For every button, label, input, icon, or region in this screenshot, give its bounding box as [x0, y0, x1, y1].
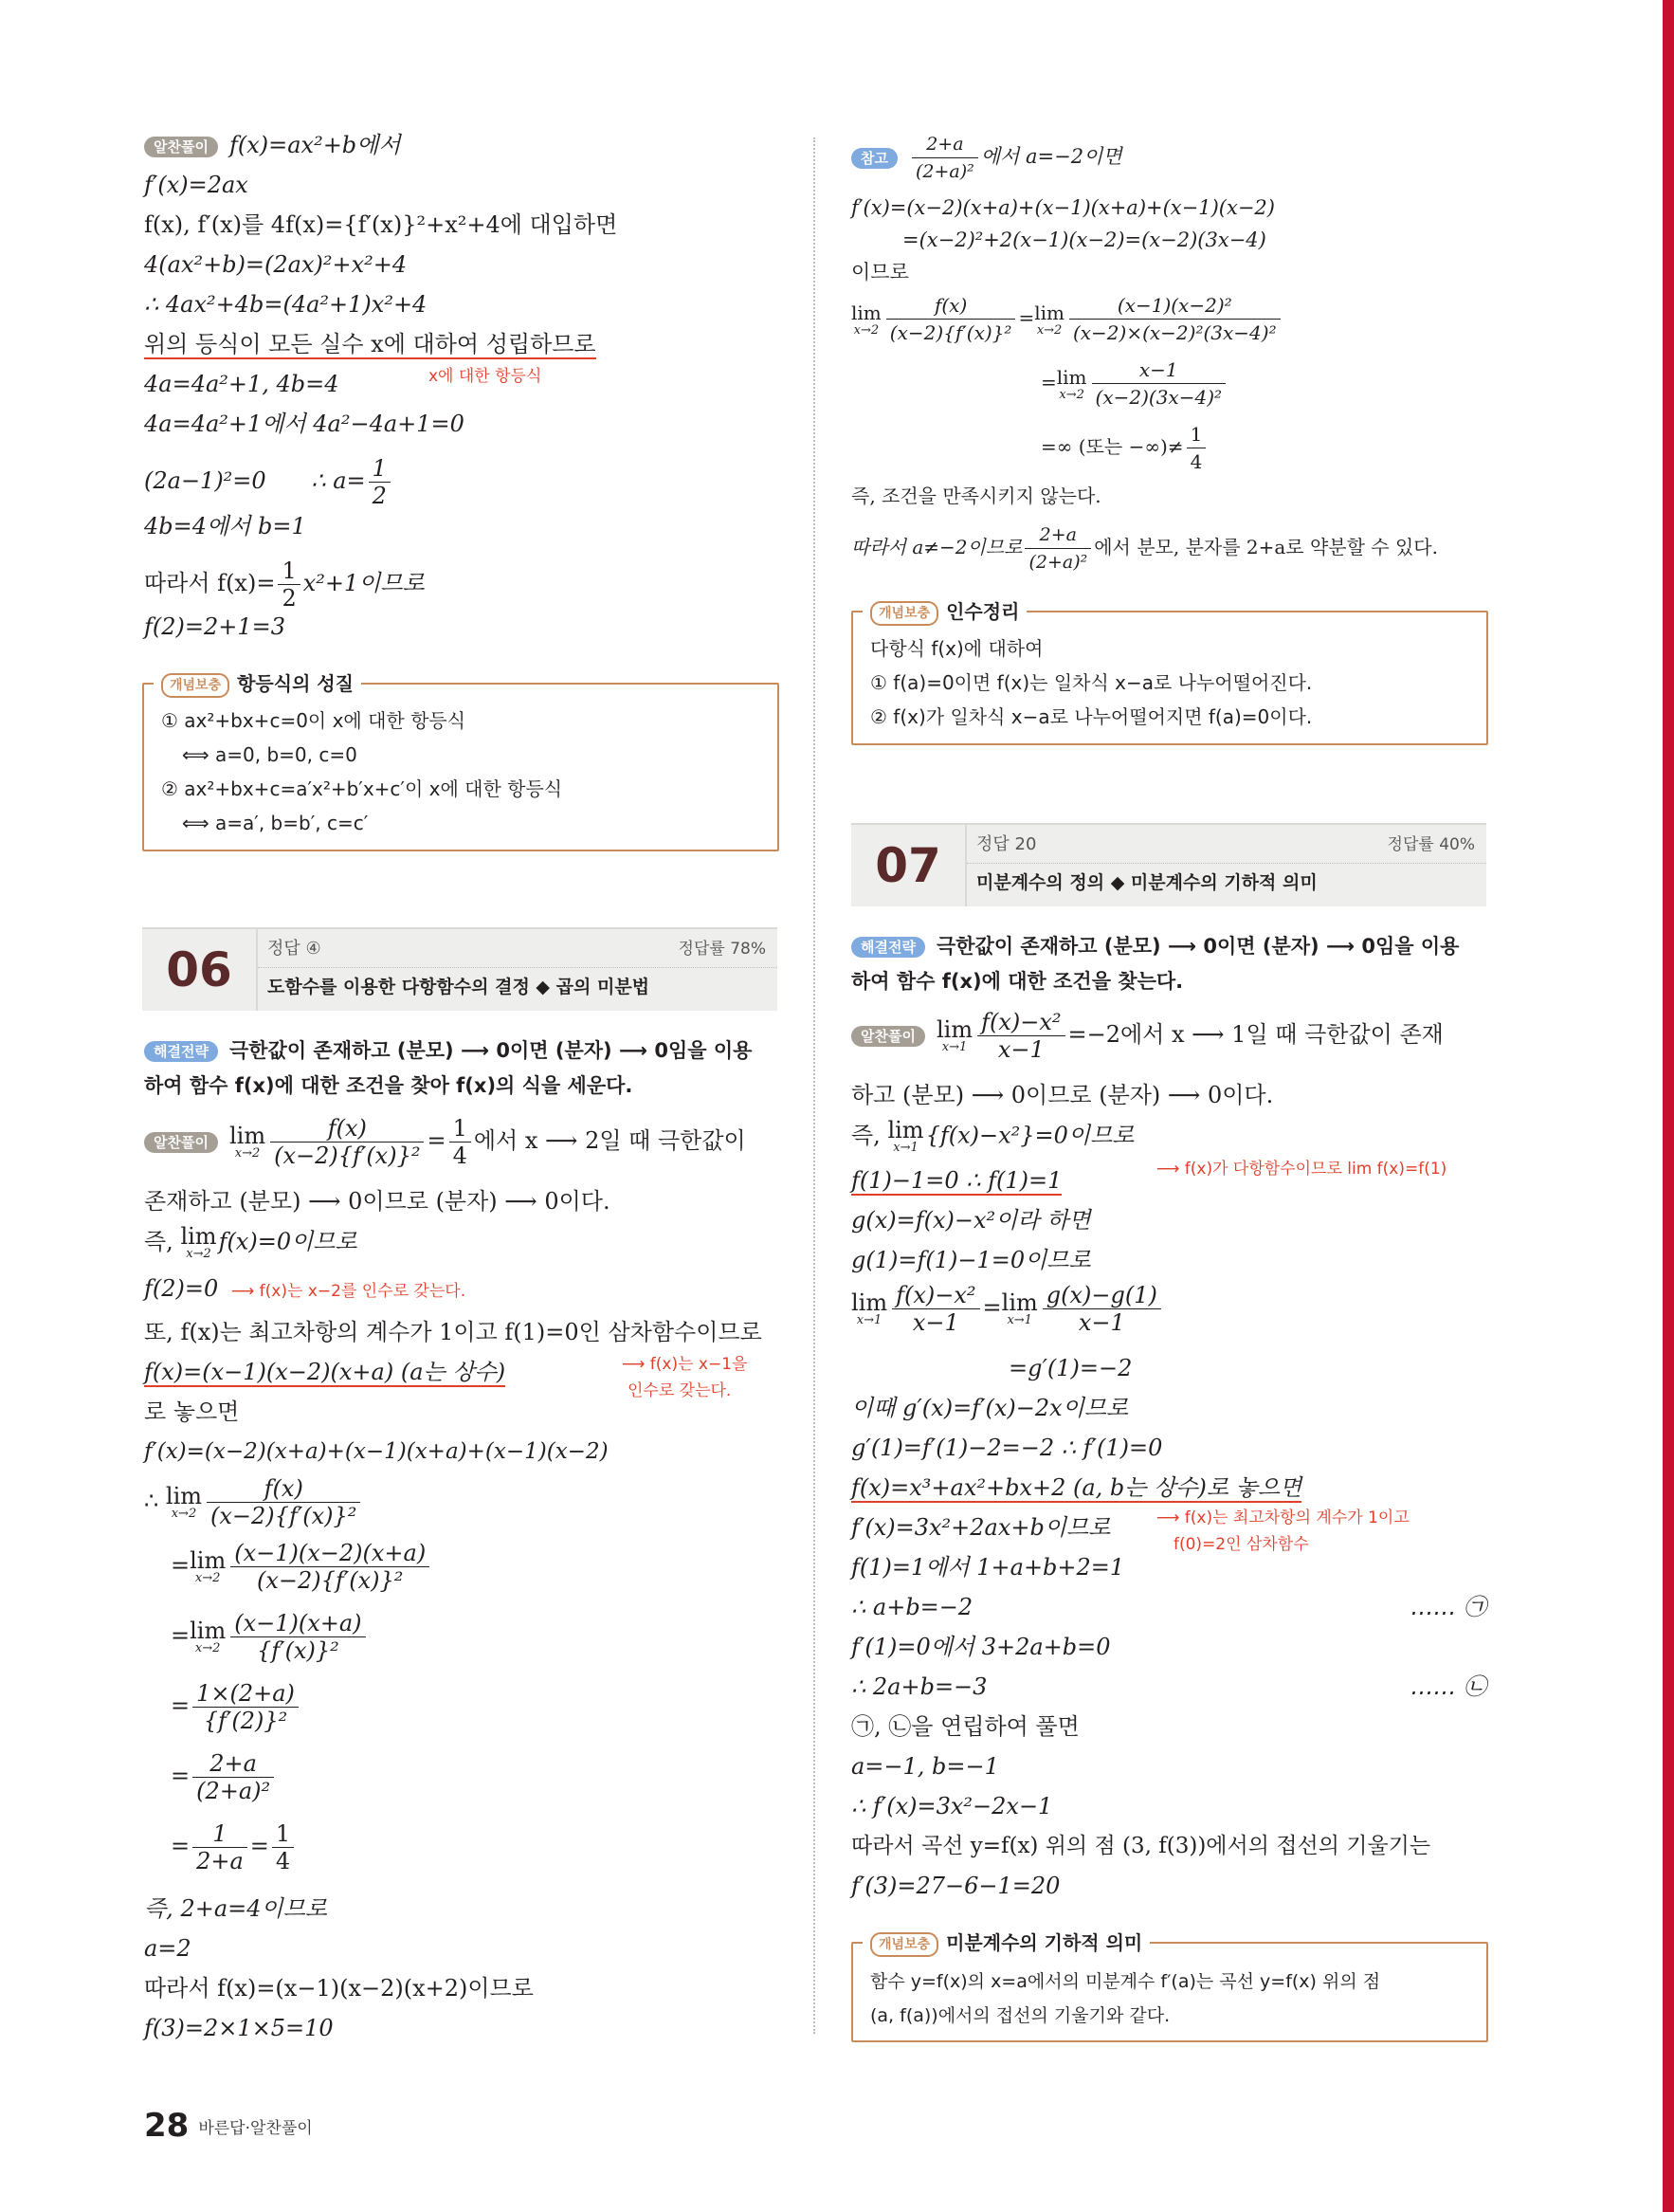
- question-number: 06: [166, 942, 232, 997]
- solution-line: f′(3)=27−6−1=20: [851, 1873, 1061, 1899]
- column-divider: [813, 137, 815, 2034]
- solution-line: f(1)−1=0 ∴ f(1)=1: [851, 1167, 1063, 1194]
- reference-limit: =lim x→2 $\frac{x-1}{\text{(x−2)(3x−4)²}}$: [1041, 356, 1228, 411]
- solution-line: g(1)=f(1)−1=0이므로: [851, 1247, 1091, 1273]
- question-header-07: [851, 823, 1486, 906]
- solution-line: g′(1)=f′(1)−2=−2 ∴ f′(1)=0: [851, 1435, 1163, 1461]
- fraction: $\frac{1\times(2+a)}{\text{\{f′(2)\}²}}$: [192, 1680, 299, 1734]
- margin-note: ⟶ f(x)는 x−1을: [622, 1355, 748, 1374]
- solution-line: f′(x)=2ax: [144, 172, 248, 198]
- concept-line: 함수 y=f(x)의 x=a에서의 미분계수 f′(a)는 곡선 y=f(x) 위의 점: [870, 1971, 1381, 1992]
- solution-line: a=2: [144, 1935, 191, 1962]
- fraction: $\frac{1}{2+a}$: [192, 1820, 247, 1874]
- concept-line: 다항식 f(x)에 대하여: [870, 637, 1044, 660]
- solution-line: 또, f(x)는 최고차항의 계수가 1이고 f(1)=0인 삼차함수이므로: [144, 1319, 762, 1345]
- strategy-badge: 해결전략: [851, 937, 925, 958]
- fraction: $\frac{x-1}{\text{(x−2)(3x−4)²}}$: [1092, 356, 1226, 411]
- question-topic: 미분계수의 정의 ◆ 미분계수의 기하적 의미: [976, 872, 1318, 893]
- concept-box-title: 개념보충 인수정리: [863, 597, 1027, 626]
- solution-line: f(x)=x³+ax²+bx+2 (a, b는 상수)로 놓으면: [851, 1474, 1302, 1501]
- concept-line: ⟺ a=0, b=0, c=0: [182, 743, 357, 766]
- fraction: $\frac{2+a}{\text{(2+a)²}}$: [1025, 521, 1091, 576]
- limit-step: = $\frac{1}{2+a}$ = $\frac{1}{4}$: [171, 1820, 297, 1874]
- concept-box-title: 개념보충 미분계수의 기하적 의미: [863, 1929, 1150, 1957]
- concept-line: ② ax²+bx+c=a′x²+b′x+c′이 x에 대한 항등식: [161, 777, 563, 800]
- fraction: $\frac{f(x)}{\text{(x−2)\{f′(x)\}²}}$: [270, 1115, 424, 1169]
- fraction: $\frac{f(x)}{\text{(x−2)\{f′(x)\}²}}$: [207, 1475, 360, 1529]
- margin-note: ⟶ f(x)가 다항함수이므로 lim f(x)=f(1): [1156, 1160, 1447, 1179]
- fraction: $\frac{1}{4}$: [449, 1115, 471, 1169]
- solution-line: 로 놓으면: [144, 1398, 240, 1425]
- solution-badge: 알찬풀이: [144, 137, 218, 157]
- reference-line: 참고 $\frac{2+a}{\text{(2+a)²}}$ 에서 a=−2이면: [851, 131, 1122, 185]
- question-topic: 도함수를 이용한 다항함수의 결정 ◆ 곱의 미분법: [267, 977, 650, 997]
- limit-step: = $\frac{1\times(2+a)}{\text{\{f′(2)\}²}}$: [171, 1680, 301, 1734]
- solution-start: 알찬풀이 f(x)=ax²+b에서: [144, 131, 401, 159]
- concept-line: (a, f(a))에서의 접선의 기울기와 같다.: [870, 2005, 1171, 2026]
- solution-line: 4a=4a²+1, 4b=4: [144, 371, 339, 397]
- fraction: $\frac{1}{4}$: [272, 1820, 294, 1874]
- solution-line: (2a−1)²=0 ∴ a= $\frac{1}{2}$: [144, 455, 393, 509]
- margin-note: 인수로 갖는다.: [628, 1381, 732, 1400]
- concept-box-identity: [142, 672, 779, 851]
- page-footer: [144, 2107, 313, 2145]
- reference-line: 이므로: [851, 261, 909, 283]
- solution-line: 즉, 2+a=4이므로: [144, 1895, 328, 1922]
- solution-line: 따라서 f(x)=(x−1)(x−2)(x+2)이므로: [144, 1975, 534, 2002]
- reference-line: 즉, 조건을 만족시키지 않는다.: [851, 484, 1101, 507]
- correct-rate: 정답률 40%: [1387, 835, 1475, 854]
- margin-note: ⟶ f(x)는 최고차항의 계수가 1이고: [1156, 1508, 1410, 1527]
- fraction: $\frac{1}{2}$: [369, 455, 391, 509]
- concept-box-factor-theorem: [851, 600, 1488, 745]
- solution-line: 알찬풀이 lim x→2 $\frac{f(x)}{\text{(x−2)\{f′(x)\}²}}$ = $\frac{1}{4}$ 에서 x ⟶ 2일 때 극한값이: [144, 1115, 746, 1181]
- reference-limit: lim x→2 $\frac{f(x)}{\text{(x−2)\{f′(x)\}²}}$ =lim x→2 $\frac{\text{(x−1)(x−2)²}}{\text{(x−2)×(x−2)²(3x−4)²}}$: [851, 292, 1283, 346]
- solution-line: ∴ 2a+b=−3 …… ㉡: [851, 1673, 1486, 1700]
- solution-line: 4a=4a²+1에서 4a²−4a+1=0: [144, 411, 464, 437]
- solution-line: f(3)=2×1×5=10: [144, 2015, 334, 2041]
- solution-line: ∴ a+b=−2 …… ㉠: [851, 1594, 1486, 1620]
- reference-line: f′(x)=(x−2)(x+a)+(x−1)(x+a)+(x−1)(x−2): [851, 196, 1275, 219]
- reference-line: =(x−2)²+2(x−1)(x−2)=(x−2)(3x−4): [902, 229, 1266, 251]
- solution-line: 4b=4에서 b=1: [144, 513, 306, 539]
- limit-step: =lim x→2 $\frac{(x-1)(x-2)(x+a)}{\text{(x−2)\{f′(x)\}²}}$: [171, 1540, 432, 1594]
- solution-line: 존재하고 (분모) ⟶ 0이므로 (분자) ⟶ 0이다.: [144, 1188, 610, 1215]
- answer-label: 정답 ④: [267, 939, 321, 959]
- fraction: $\frac{2+a}{\text{(2+a)²}}$: [912, 131, 978, 185]
- fraction: $\frac{(x-1)(x-2)(x+a)}{\text{(x−2)\{f′(x)\}²}}$: [230, 1540, 429, 1594]
- concept-line: ① f(a)=0이면 f(x)는 일차식 x−a로 나누어떨어진다.: [870, 671, 1313, 694]
- concept-line: ⟺ a=a′, b=b′, c=c′: [182, 812, 369, 834]
- solution-line: 알찬풀이 lim x→1 $\frac{\text{f(x)−x²}}{x-1}$ =−2에서 x ⟶ 1일 때 극한값이 존재: [851, 1009, 1444, 1075]
- correct-rate: 정답률 78%: [678, 940, 766, 959]
- solution-line: f(2)=0 ⟶ f(x)는 x−2를 인수로 갖는다.: [144, 1275, 466, 1302]
- concept-box-title: 개념보충 항등식의 성질: [154, 669, 361, 698]
- reference-limit: =∞ (또는 −∞)≠ $\frac{1}{4}$: [1041, 421, 1209, 475]
- concept-line: ② f(x)가 일차식 x−a로 나누어떨어지면 f(a)=0이다.: [870, 705, 1313, 728]
- solution-line: 4(ax²+b)=(2ax)²+x²+4: [144, 251, 408, 278]
- margin-note: x에 대한 항등식: [428, 367, 542, 386]
- fraction: $\frac{\text{(x−1)(x−2)²}}{\text{(x−2)×(x−2)²(3x−4)²}}$: [1069, 292, 1281, 346]
- solution-badge: 알찬풀이: [851, 1026, 925, 1047]
- concept-line: ① ax²+bx+c=0이 x에 대한 항등식: [161, 709, 466, 732]
- question-number: 07: [875, 838, 941, 893]
- solution-line: g(x)=f(x)−x²이라 하면: [851, 1207, 1091, 1234]
- fraction: $\frac{g(x)-g(1)}{x-1}$: [1043, 1282, 1161, 1336]
- fraction: $\frac{1}{2}$: [278, 558, 300, 612]
- fraction: $\frac{(x-1)(x+a)}{\text{\{f′(x)\}²}}$: [230, 1610, 365, 1664]
- solution-line: 하고 (분모) ⟶ 0이므로 (분자) ⟶ 0이다.: [851, 1082, 1274, 1108]
- reference-badge: 참고: [851, 148, 898, 169]
- limit-step: =lim x→2 $\frac{(x-1)(x+a)}{\text{\{f′(x)\}²}}$: [171, 1610, 369, 1664]
- solution-line: 이때 g′(x)=f′(x)−2x이므로: [851, 1395, 1129, 1421]
- strategy-badge: 해결전략: [144, 1041, 218, 1062]
- limit-step: = $\frac{2+a}{\text{(2+a)²}}$: [171, 1750, 277, 1804]
- strategy-line: 해결전략 극한값이 존재하고 (분모) ⟶ 0이면 (분자) ⟶ 0임을 이용: [144, 1035, 752, 1065]
- solution-line: 따라서 곡선 y=f(x) 위의 점 (3, f(3))에서의 접선의 기울기는: [851, 1834, 1431, 1858]
- solution-line: f′(x)=3x²+2ax+b이므로: [851, 1514, 1111, 1541]
- solution-line: f(x)=(x−1)(x−2)(x+a) (a는 상수): [144, 1359, 506, 1385]
- solution-line: f(2)=2+1=3: [144, 613, 286, 640]
- solution-line: 즉, lim x→1 {f(x)−x²}=0이므로: [851, 1117, 1135, 1155]
- fraction: $\frac{\text{f(x)−x²}}{x-1}$: [977, 1009, 1064, 1063]
- page-edge-bar: [1663, 0, 1674, 2212]
- fraction: $\frac{2+a}{\text{(2+a)²}}$: [192, 1750, 274, 1804]
- solution-line: f′(1)=0에서 3+2a+b=0: [851, 1634, 1111, 1660]
- solution-line: =g′(1)=−2: [1009, 1355, 1133, 1381]
- solution-line: 위의 등식이 모든 실수 x에 대하여 성립하므로: [144, 331, 596, 357]
- fraction: $\frac{1}{4}$: [1187, 421, 1207, 475]
- page-number: 28: [144, 2107, 190, 2145]
- limit-step: ∴ lim x→2 $\frac{f(x)}{\text{(x−2)\{f′(x)\}²}}$: [144, 1475, 363, 1529]
- solution-badge: 알찬풀이: [144, 1132, 218, 1153]
- solution-line: f′(x)=(x−2)(x+a)+(x−1)(x+a)+(x−1)(x−2): [144, 1439, 609, 1464]
- solution-line: a=−1, b=−1: [851, 1753, 999, 1780]
- solution-line: 따라서 f(x)= $\frac{1}{2}$ x²+1이므로: [144, 558, 425, 612]
- strategy-line: 하여 함수 f(x)에 대한 조건을 찾는다.: [851, 970, 1184, 993]
- solution-line: f(x), f′(x)를 4f(x)={f′(x)}²+x²+4에 대입하면: [144, 211, 618, 238]
- margin-note: f(0)=2인 삼차함수: [1174, 1535, 1309, 1554]
- reference-line: 따라서 a≠−2이므로 $\frac{2+a}{\text{(2+a)²}}$ 에서 분모, 분자를 2+a로 약분할 수 있다.: [851, 521, 1438, 576]
- solution-line: ∴ f′(x)=3x²−2x−1: [851, 1793, 1053, 1819]
- fraction: $\frac{f(x)}{\text{(x−2)\{f′(x)\}²}}$: [886, 292, 1016, 346]
- concept-box-geometric-meaning: [851, 1931, 1488, 2042]
- solution-line: ㉠, ㉡을 연립하여 풀면: [851, 1713, 1080, 1740]
- solution-line: 즉, lim x→2 f(x)=0이므로: [144, 1223, 357, 1261]
- solution-line: f(1)=1에서 1+a+b+2=1: [851, 1554, 1125, 1581]
- strategy-line: 하여 함수 f(x)에 대한 조건을 찾아 f(x)의 식을 세운다.: [144, 1074, 633, 1097]
- fraction: $\frac{\text{f(x)−x²}}{x-1}$: [892, 1282, 979, 1336]
- solution-line: ∴ 4ax²+4b=(4a²+1)x²+4: [144, 291, 428, 318]
- question-header-06: [142, 927, 777, 1011]
- page-label: 바른답·알찬풀이: [198, 2118, 313, 2138]
- strategy-line: 해결전략 극한값이 존재하고 (분모) ⟶ 0이면 (분자) ⟶ 0임을 이용: [851, 931, 1459, 960]
- limit-step: lim x→1 $\frac{\text{f(x)−x²}}{x-1}$ =lim x→1 $\frac{g(x)-g(1)}{x-1}$: [851, 1282, 1164, 1336]
- answer-label: 정답 20: [976, 834, 1037, 854]
